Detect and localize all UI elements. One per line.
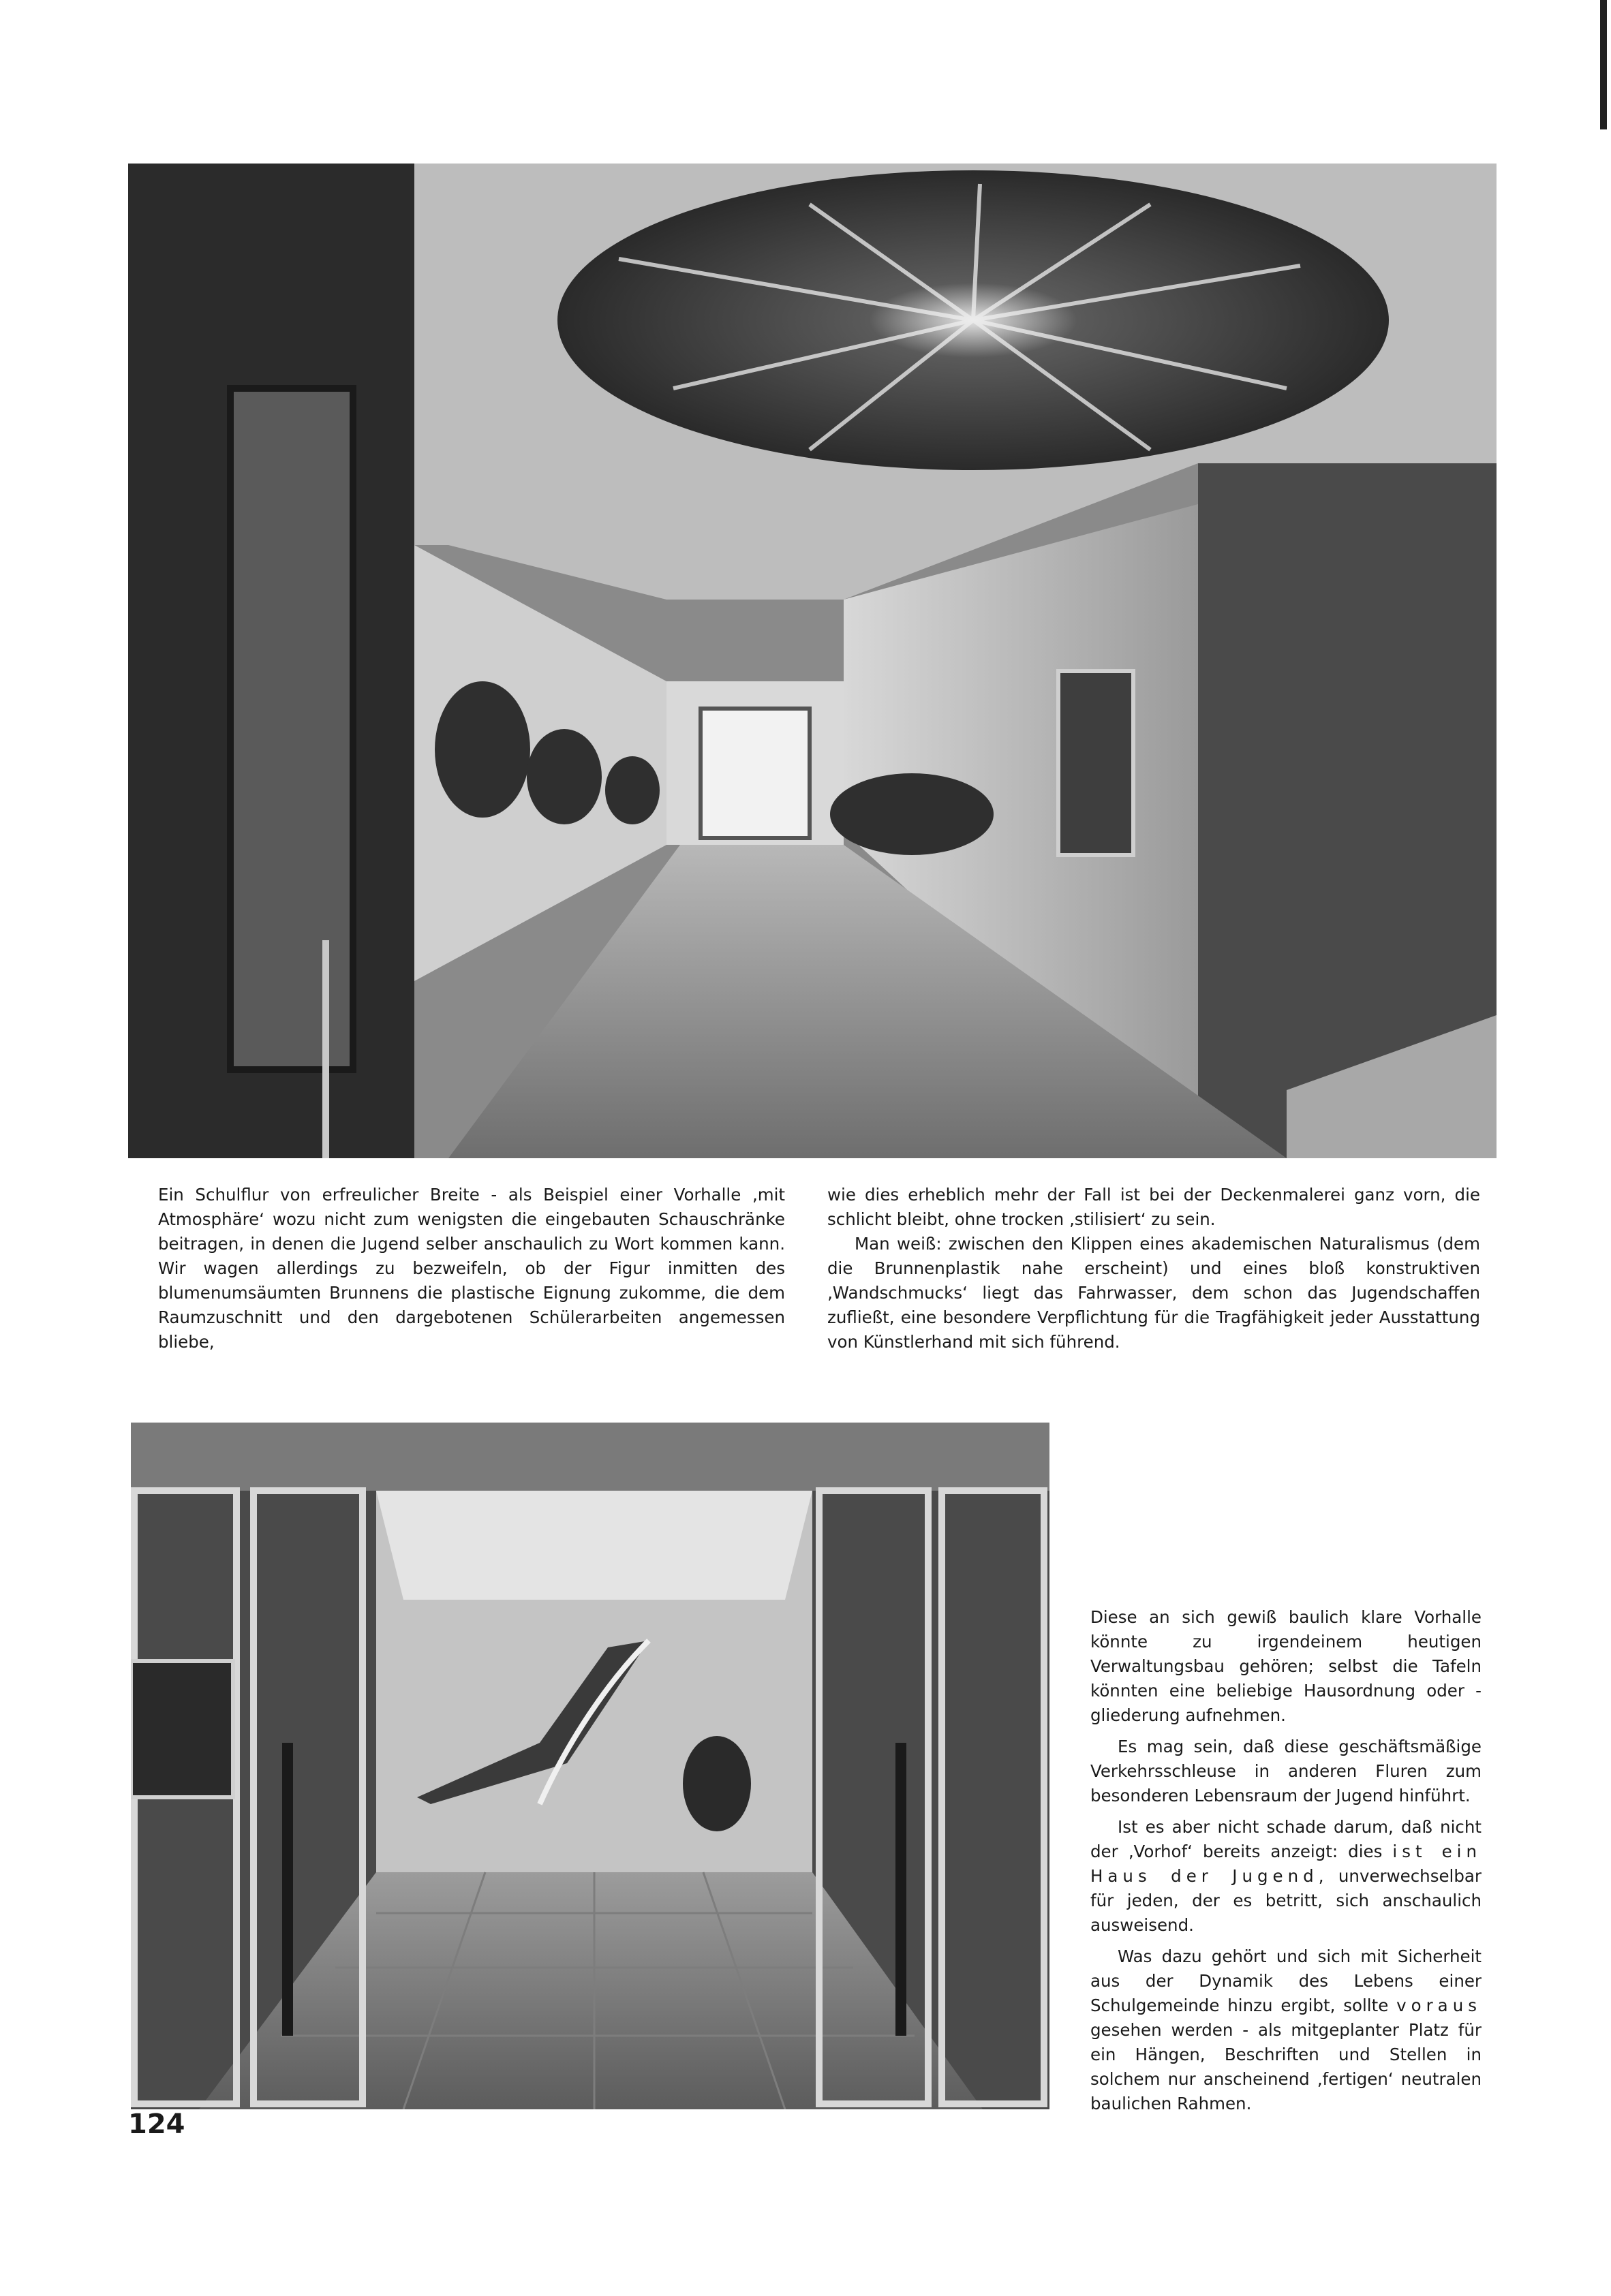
page-edge-mark <box>1600 0 1607 129</box>
caption-bottom-spaced-haus-der-jugend: Haus der Jugend <box>1090 1866 1319 1886</box>
caption-bottom-para-3 <box>1090 1815 1482 1938</box>
corridor-photo <box>128 164 1497 1158</box>
caption-bottom-spaced-voraus: voraus <box>1396 1996 1482 2015</box>
caption-bottom-right <box>1090 1605 1482 2116</box>
caption-top-right-para-2: Man weiß: zwischen den Klippen eines akademischen Naturalismus (dem die Brunnenplastik nahe erscheint) und eines bloß konstruktiven ‚Wandschmucks‘ liegt das Fahrwasser, dem schon das Jugendschaffen zufließt, eine besondere Verpflichtung für die Tragfähigkeit jeder Ausstattung von Künstlerhand mit sich führend. <box>827 1234 1480 1352</box>
entrance-hall-photo-drawing <box>131 1423 1049 2109</box>
caption-bottom-para-4 <box>1090 1944 1482 2116</box>
caption-bottom-para-4-start: Was dazu gehört und sich mit Sicherheit aus der Dynamik des Lebens einer Schulgemeinde hinzu ergibt, sollte <box>1090 1946 1482 2015</box>
caption-top-right <box>827 1183 1480 1354</box>
caption-top-left-text: Ein Schulflur von erfreulicher Breite - als Beispiel einer Vorhalle ‚mit Atmosphäre‘ wozu nicht zum wenigsten die eingebauten Schauschränke beitragen, in denen die Jugend selber anschaulich zu Wort kommen kann. Wir wagen allerdings zu bezweifeln, ob der Figur inmitten des blumenumsäumten Brunnens die plastische Eignung zukomme, die dem Raumzuschnitt und den dargebotenen Schülerarbeiten angemessen bliebe, <box>158 1185 785 1352</box>
caption-top-left <box>158 1183 785 1354</box>
caption-bottom-para-4-end: gesehen werden - als mitgeplanter Platz für ein Hängen, Beschriften und Stellen in solchem nur anscheinend ‚fertigen‘ neutralen baulichen Rahmen. <box>1090 2020 1482 2113</box>
entrance-hall-photo <box>131 1423 1049 2109</box>
corridor-photo-drawing <box>128 164 1497 1158</box>
caption-bottom-spaced-ist-ein: ist ein <box>1392 1842 1482 1861</box>
caption-bottom-para-2: Es mag sein, daß diese geschäftsmäßige Verkehrsschleuse in anderen Fluren zum besonderen Lebensraum der Jugend hinführt. <box>1090 1737 1482 1805</box>
caption-bottom-para-1: Diese an sich gewiß baulich klare Vorhalle könnte zu irgendeinem heutigen Verwaltungsbau gehören; selbst die Tafeln könnten eine beliebige Hausordnung oder -gliederung aufnehmen. <box>1090 1607 1482 1725</box>
page-number: 124 <box>128 2109 185 2140</box>
caption-bottom-para-3-start: Ist es aber nicht schade darum, daß nicht der ‚Vorhof‘ bereits anzeigt: dies <box>1090 1817 1482 1861</box>
caption-bottom-para-3-end: , unverwechselbar für jeden, der es betritt, sich anschaulich ausweisend. <box>1090 1866 1482 1935</box>
caption-top-right-para-1: wie dies erheblich mehr der Fall ist bei der Deckenmalerei ganz vorn, die schlicht bleibt, ohne trocken ‚stilisiert‘ zu sein. <box>827 1185 1480 1229</box>
